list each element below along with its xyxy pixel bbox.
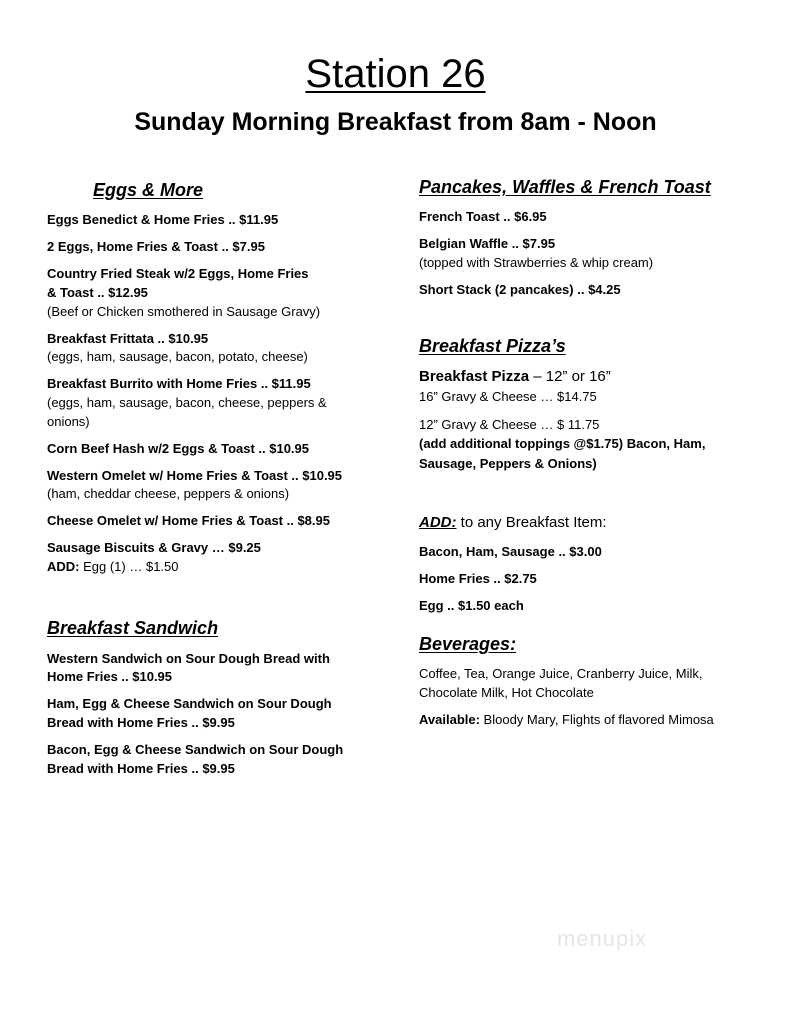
add-on-label: ADD:: [419, 514, 457, 531]
menu-item-note: (eggs, ham, sausage, bacon, potato, cheese): [47, 349, 308, 364]
pancakes-heading: Pancakes, Waffles & French Toast: [419, 177, 711, 197]
beverages-list: Coffee, Tea, Orange Juice, Cranberry Juice, Milk,: [419, 666, 703, 681]
available-label: Available:: [419, 712, 480, 727]
menu-item-burrito: Breakfast Burrito with Home Fries .. $11.95: [47, 376, 311, 391]
menu-item-pizza-toppings: (add additional toppings @$1.75) Bacon, Ham,: [419, 436, 706, 451]
menu-item-note: (eggs, ham, sausage, bacon, cheese, peppers &: [47, 395, 327, 410]
breakfast-pizza-heading: Breakfast Pizza’s: [419, 336, 566, 356]
menu-item-ham-egg-sandwich-price: Bread with Home Fries .. $9.95: [47, 715, 235, 730]
menu-item-note: onions): [47, 414, 90, 429]
add-on-text: to any Breakfast Item:: [456, 514, 607, 531]
add-egg-text: Egg (1) … $1.50: [79, 559, 179, 574]
menu-subtitle: Sunday Morning Breakfast from 8am - Noon: [134, 108, 657, 136]
menu-item-eggs-benedict: Eggs Benedict & Home Fries .. $11.95: [47, 212, 279, 227]
menu-item-note: (Beef or Chicken smothered in Sausage Gravy): [47, 304, 321, 319]
menu-item-western-sandwich-price: Home Fries .. $10.95: [47, 669, 173, 684]
beverages-available: [419, 711, 714, 729]
menu-item-bacon-egg-sandwich-price: Bread with Home Fries .. $9.95: [47, 761, 235, 776]
menu-item-country-fried-steak-price: & Toast .. $12.95: [47, 285, 148, 300]
menu-item-add-egg: [47, 558, 179, 576]
menu-item-corn-beef-hash: Corn Beef Hash w/2 Eggs & Toast .. $10.95: [47, 441, 310, 456]
menu-item-ham-egg-sandwich: Ham, Egg & Cheese Sandwich on Sour Dough: [47, 696, 332, 711]
menu-item-breakfast-pizza: [419, 368, 611, 386]
eggs-more-heading: Eggs & More: [93, 180, 204, 200]
menu-item-country-fried-steak: Country Fried Steak w/2 Eggs, Home Fries: [47, 266, 309, 281]
restaurant-title: Station 26: [305, 52, 486, 96]
menu-item-note: (topped with Strawberries & whip cream): [419, 255, 654, 270]
watermark-logo: menupix: [557, 926, 648, 951]
beverages-list-cont: Chocolate Milk, Hot Chocolate: [419, 685, 594, 700]
menu-item-pizza-toppings-cont: Sausage, Peppers & Onions): [419, 456, 597, 471]
pizza-sizes: – 12” or 16”: [529, 368, 611, 385]
menu-item-two-eggs: 2 Eggs, Home Fries & Toast .. $7.95: [47, 239, 265, 254]
breakfast-sandwich-heading: Breakfast Sandwich: [47, 618, 219, 638]
add-on-heading: [419, 514, 607, 531]
menu-item-add-home-fries: Home Fries .. $2.75: [419, 571, 537, 586]
menu-item-short-stack: Short Stack (2 pancakes) .. $4.25: [419, 282, 621, 297]
menu-item-add-egg-each: Egg .. $1.50 each: [419, 598, 524, 613]
menu-item-western-sandwich: Western Sandwich on Sour Dough Bread with: [47, 651, 330, 666]
menu-item-french-toast: French Toast .. $6.95: [419, 209, 547, 224]
menu-item-sausage-biscuits: Sausage Biscuits & Gravy … $9.25: [47, 540, 261, 555]
menu-item-cheese-omelet: Cheese Omelet w/ Home Fries & Toast .. $8.95: [47, 513, 330, 528]
menu-item-belgian-waffle: Belgian Waffle .. $7.95: [419, 236, 556, 251]
beverages-heading: Beverages:: [419, 634, 517, 654]
menu-item-note: (ham, cheddar cheese, peppers & onions): [47, 486, 290, 501]
menu-item-bacon-egg-sandwich: Bacon, Egg & Cheese Sandwich on Sour Dough: [47, 742, 344, 757]
menu-item-pizza-12: 12” Gravy & Cheese … $ 11.75: [419, 417, 600, 432]
menu-item-add-bacon: Bacon, Ham, Sausage .. $3.00: [419, 544, 602, 559]
menu-item-frittata: Breakfast Frittata .. $10.95: [47, 331, 209, 346]
add-label: ADD:: [47, 559, 80, 574]
menu-item-western-omelet: Western Omelet w/ Home Fries & Toast .. $10.95: [47, 468, 343, 483]
available-text: Bloody Mary, Flights of flavored Mimosa: [479, 712, 714, 727]
menu-item-pizza-16: 16” Gravy & Cheese … $14.75: [419, 389, 597, 404]
pizza-name: Breakfast Pizza: [419, 368, 530, 385]
